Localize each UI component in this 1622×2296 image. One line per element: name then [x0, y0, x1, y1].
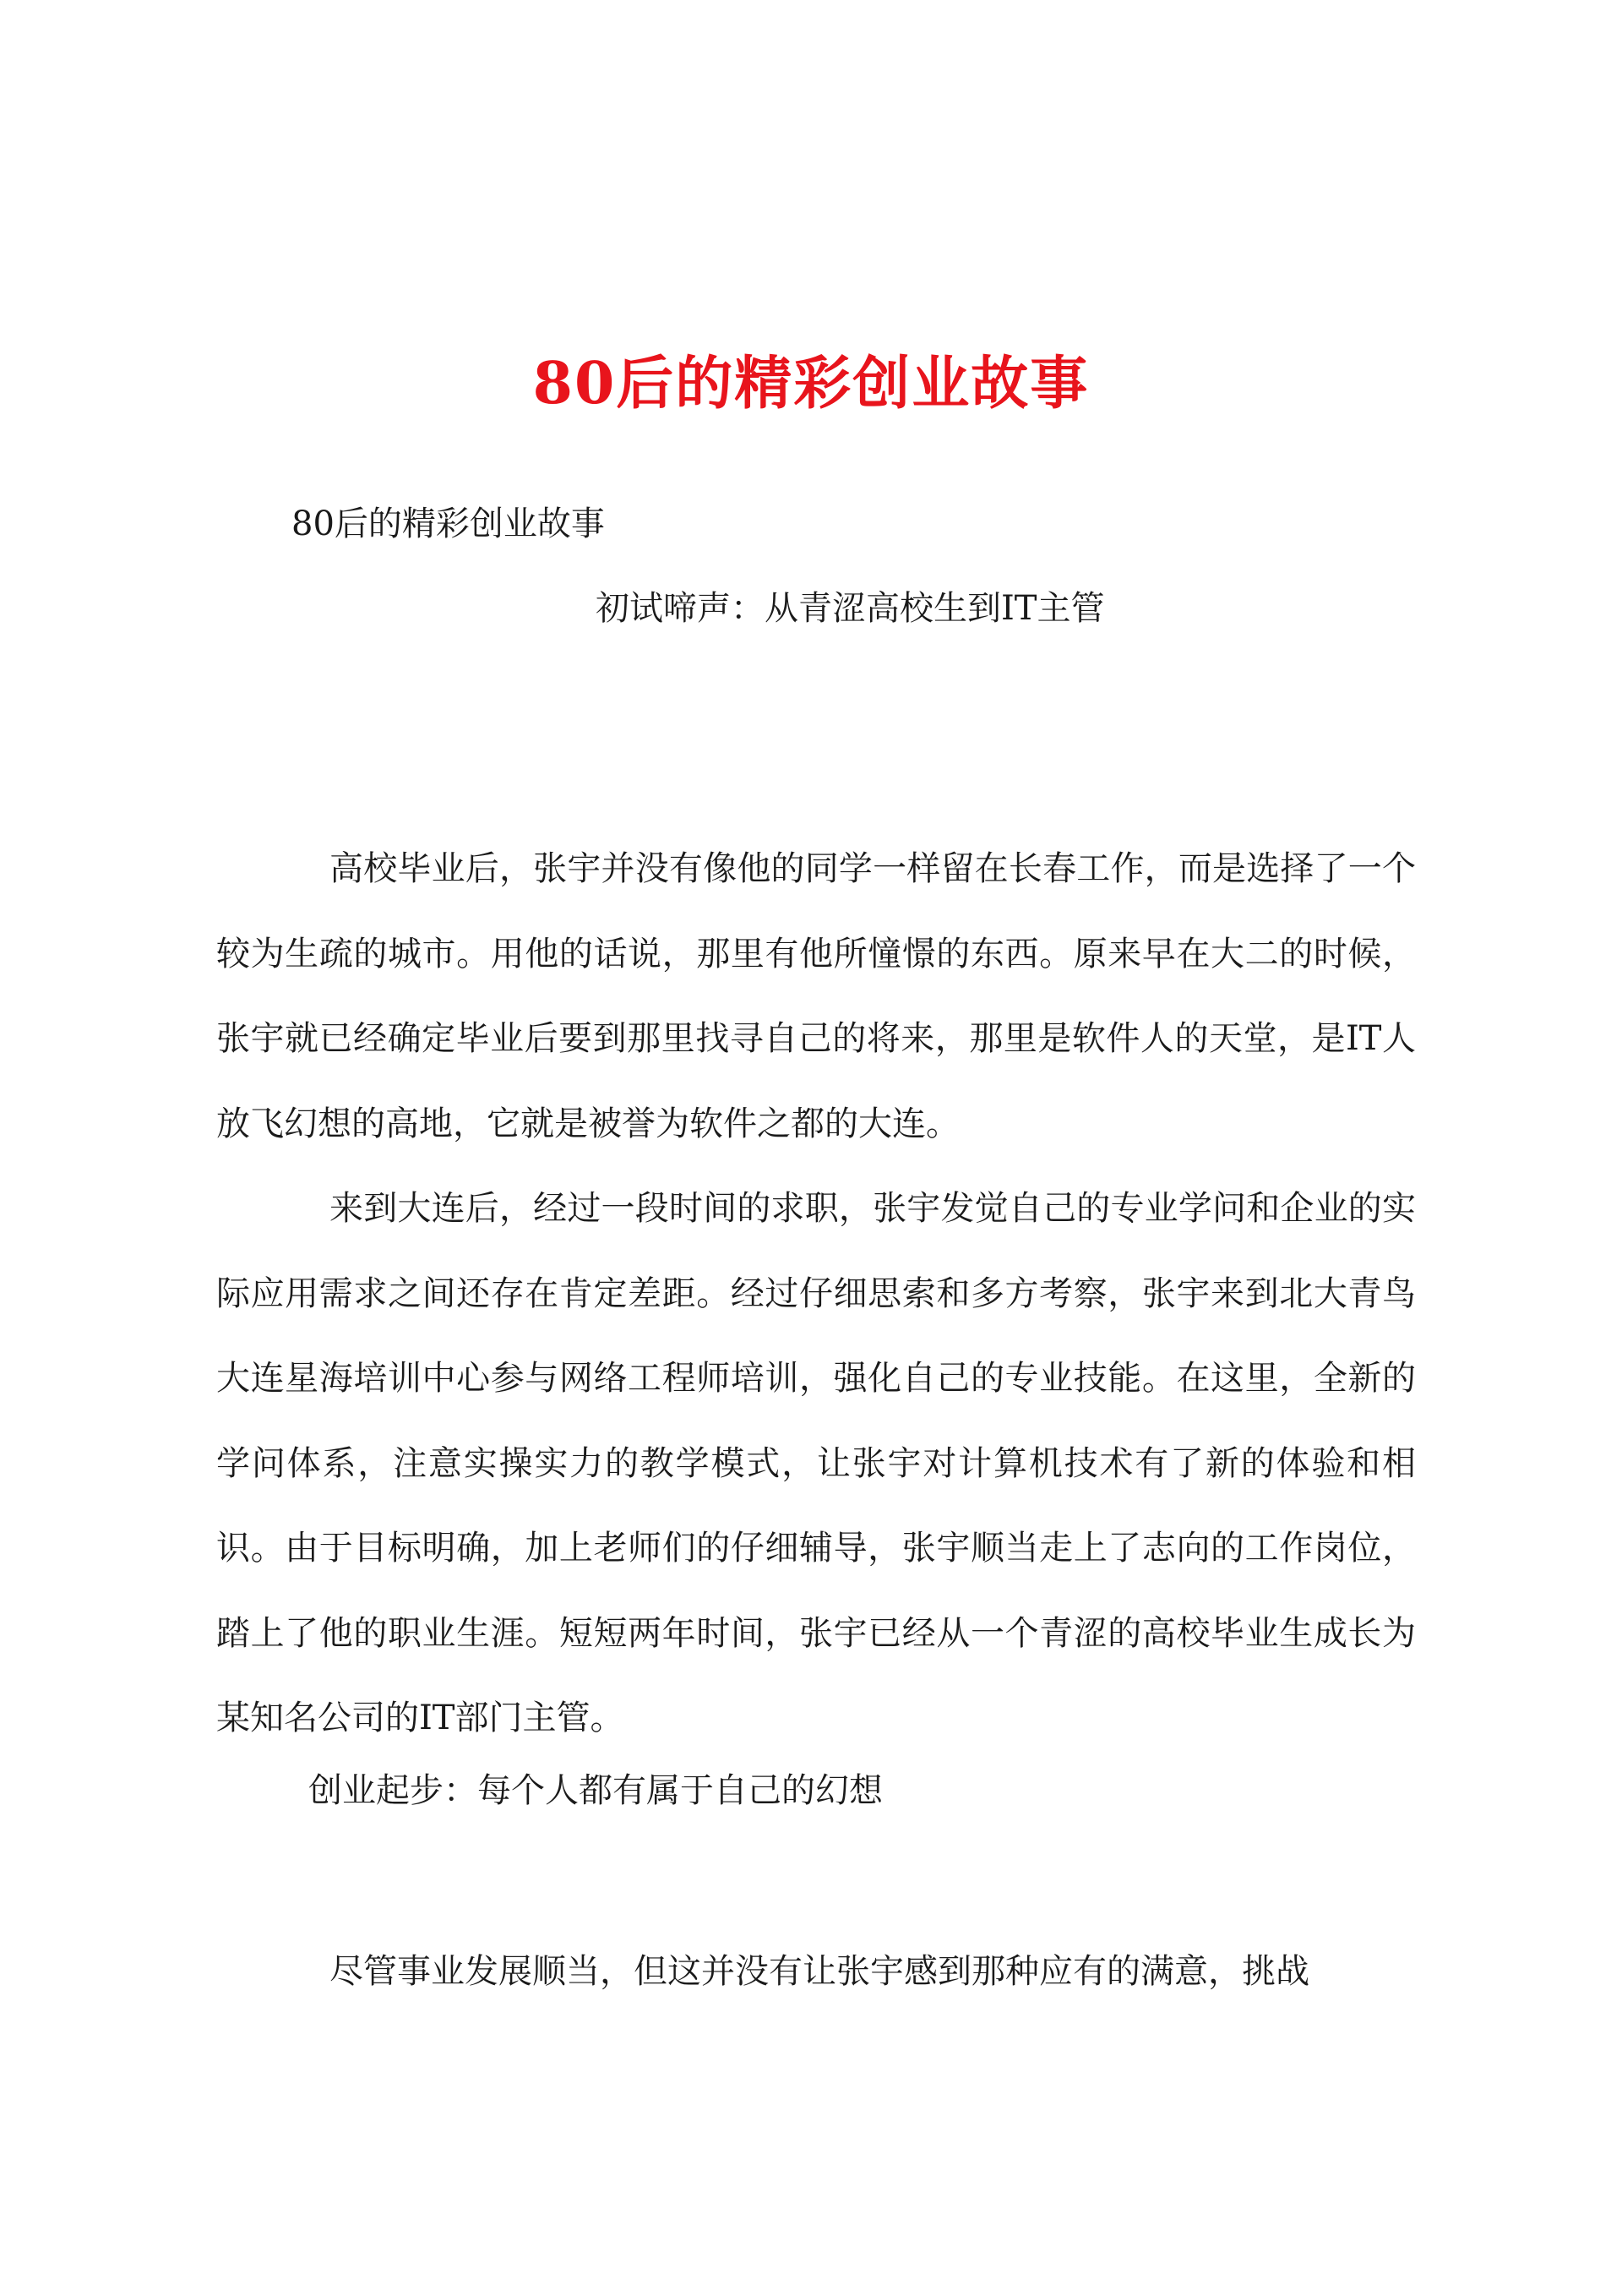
section-heading: 初试啼声：从青涩高校生到IT主管 — [596, 589, 1105, 628]
section-heading: 创业起步：每个人都有属于自己的幻想 — [308, 1771, 883, 1810]
document-subtitle: 80后的精彩创业故事 — [291, 504, 605, 543]
paragraph: 尽管事业发展顺当，但这并没有让张宇感到那种应有的满意，挑战 — [329, 1952, 1309, 1991]
document-title: 80后的精彩创业故事 — [532, 350, 1090, 417]
paragraph: 来到大连后，经过一段时间的求职，张宇发觉自己的专业学问和企业的实际应用需求之间还存在肯定差距。经过仔细思索和多方考察，张宇来到北大青鸟大连星海培训中心参与网络工程师培训，强化自己的专业技能。在这里，全新的学问体系，注意实操实力的教学模式，让张宇对计算机技术有了新的体验和相识。由于目标明确，加上老师们的仔细辅导，张宇顺当走上了志向的工作岗位，踏上了他的职业生涯。短短两年时间，张宇已经从一个青涩的高校毕业生成长为某知名公司的IT部门主管。 — [216, 1189, 1416, 1737]
paragraph: 高校毕业后，张宇并没有像他的同学一样留在长春工作，而是选择了一个较为生疏的城市。用他的话说，那里有他所憧憬的东西。原来早在大二的时候，张宇就已经确定毕业后要到那里找寻自己的将来，那里是软件人的天堂，是IT人放飞幻想的高地，它就是被誉为软件之都的大连。 — [216, 849, 1416, 1143]
